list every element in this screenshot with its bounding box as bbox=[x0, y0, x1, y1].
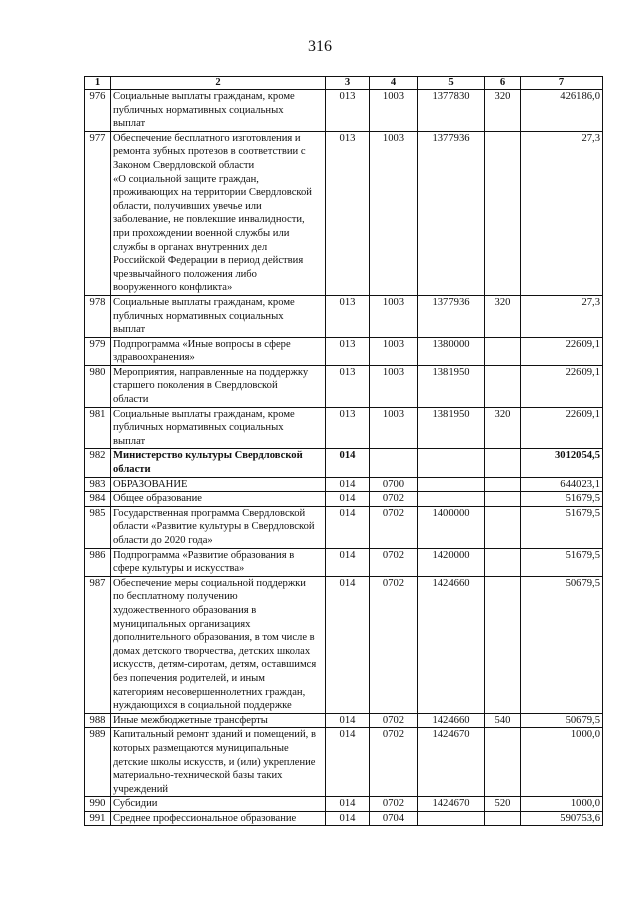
row-number: 991 bbox=[85, 811, 111, 826]
table-row bbox=[85, 131, 603, 295]
row-number: 981 bbox=[85, 407, 111, 449]
row-description: Мероприятия, направленные на поддержку старшего поколения в Свердловской области bbox=[111, 365, 326, 407]
row-description: Среднее профессиональное образование bbox=[111, 811, 326, 826]
header-col-7: 7 bbox=[521, 77, 603, 90]
table-row bbox=[85, 548, 603, 576]
row-code-5 bbox=[418, 492, 485, 507]
row-code-3: 014 bbox=[326, 492, 370, 507]
row-code-5: 1424660 bbox=[418, 713, 485, 728]
row-code-3: 014 bbox=[326, 797, 370, 812]
row-code-4: 0702 bbox=[370, 728, 418, 797]
row-number: 986 bbox=[85, 548, 111, 576]
row-amount: 27,3 bbox=[521, 131, 603, 295]
row-amount: 50679,5 bbox=[521, 713, 603, 728]
row-code-3: 014 bbox=[326, 449, 370, 477]
row-amount: 426186,0 bbox=[521, 90, 603, 132]
row-code-6: 320 bbox=[485, 407, 521, 449]
row-code-5: 1400000 bbox=[418, 506, 485, 548]
row-code-6 bbox=[485, 548, 521, 576]
table-row bbox=[85, 449, 603, 477]
table-row bbox=[85, 337, 603, 365]
row-description: Социальные выплаты гражданам, кроме публичных нормативных социальных выплат bbox=[111, 90, 326, 132]
row-code-3: 014 bbox=[326, 811, 370, 826]
row-code-5: 1380000 bbox=[418, 337, 485, 365]
row-code-4: 0702 bbox=[370, 492, 418, 507]
row-code-6 bbox=[485, 576, 521, 713]
row-code-6 bbox=[485, 365, 521, 407]
row-code-3: 013 bbox=[326, 337, 370, 365]
row-description: Социальные выплаты гражданам, кроме публичных нормативных социальных выплат bbox=[111, 295, 326, 337]
row-amount: 22609,1 bbox=[521, 337, 603, 365]
row-code-4: 1003 bbox=[370, 365, 418, 407]
table-row bbox=[85, 365, 603, 407]
header-col-5: 5 bbox=[418, 77, 485, 90]
row-code-6 bbox=[485, 449, 521, 477]
row-number: 984 bbox=[85, 492, 111, 507]
row-description: Иные межбюджетные трансферты bbox=[111, 713, 326, 728]
row-code-6 bbox=[485, 506, 521, 548]
row-code-6: 540 bbox=[485, 713, 521, 728]
row-number: 980 bbox=[85, 365, 111, 407]
row-description: ОБРАЗОВАНИЕ bbox=[111, 477, 326, 492]
row-code-6 bbox=[485, 477, 521, 492]
row-amount: 1000,0 bbox=[521, 728, 603, 797]
row-code-3: 014 bbox=[326, 713, 370, 728]
row-code-3: 013 bbox=[326, 407, 370, 449]
header-col-1: 1 bbox=[85, 77, 111, 90]
header-col-4: 4 bbox=[370, 77, 418, 90]
row-code-5 bbox=[418, 477, 485, 492]
row-amount: 1000,0 bbox=[521, 797, 603, 812]
row-code-5: 1381950 bbox=[418, 407, 485, 449]
header-col-6: 6 bbox=[485, 77, 521, 90]
row-description: Социальные выплаты гражданам, кроме публичных нормативных социальных выплат bbox=[111, 407, 326, 449]
row-amount: 644023,1 bbox=[521, 477, 603, 492]
table-row bbox=[85, 811, 603, 826]
row-code-5: 1377830 bbox=[418, 90, 485, 132]
row-code-3: 014 bbox=[326, 548, 370, 576]
row-code-6 bbox=[485, 811, 521, 826]
header-col-2: 2 bbox=[111, 77, 326, 90]
table-row bbox=[85, 713, 603, 728]
row-amount: 590753,6 bbox=[521, 811, 603, 826]
table-row bbox=[85, 407, 603, 449]
table-row bbox=[85, 492, 603, 507]
row-description: Государственная программа Свердловской области «Развитие культуры в Свердловской области до 2020 года» bbox=[111, 506, 326, 548]
row-amount: 27,3 bbox=[521, 295, 603, 337]
row-amount: 22609,1 bbox=[521, 407, 603, 449]
row-number: 978 bbox=[85, 295, 111, 337]
row-amount: 50679,5 bbox=[521, 576, 603, 713]
row-amount: 22609,1 bbox=[521, 365, 603, 407]
row-code-4: 0702 bbox=[370, 797, 418, 812]
row-code-5: 1381950 bbox=[418, 365, 485, 407]
row-code-4: 0702 bbox=[370, 506, 418, 548]
row-code-5 bbox=[418, 449, 485, 477]
table-row bbox=[85, 295, 603, 337]
row-code-3: 013 bbox=[326, 365, 370, 407]
row-number: 989 bbox=[85, 728, 111, 797]
row-amount: 3012054,5 bbox=[521, 449, 603, 477]
row-number: 982 bbox=[85, 449, 111, 477]
row-amount: 51679,5 bbox=[521, 506, 603, 548]
row-code-4: 1003 bbox=[370, 407, 418, 449]
row-code-3: 013 bbox=[326, 131, 370, 295]
row-code-5: 1424660 bbox=[418, 576, 485, 713]
table-row bbox=[85, 576, 603, 713]
row-description: Общее образование bbox=[111, 492, 326, 507]
row-code-4: 0704 bbox=[370, 811, 418, 826]
row-number: 988 bbox=[85, 713, 111, 728]
row-code-4: 0700 bbox=[370, 477, 418, 492]
table-row bbox=[85, 506, 603, 548]
row-code-6: 320 bbox=[485, 90, 521, 132]
row-code-4: 0702 bbox=[370, 713, 418, 728]
row-code-6 bbox=[485, 728, 521, 797]
row-code-4: 1003 bbox=[370, 90, 418, 132]
row-amount: 51679,5 bbox=[521, 492, 603, 507]
row-description: Обеспечение бесплатного изготовления и ремонта зубных протезов в соответствии с Законом Свердловской области «О социальной защите граждан, проживающих на территории Свердловской области, получивших увечье или заболевание, не повлекшие инвалидности, при прохождении военной службы или службы в органах внутренних дел Российской Федерации в период действия чрезвычайного положения либо вооруженного конфликта» bbox=[111, 131, 326, 295]
table-row bbox=[85, 797, 603, 812]
row-description: Подпрограмма «Иные вопросы в сфере здравоохранения» bbox=[111, 337, 326, 365]
row-code-5: 1377936 bbox=[418, 131, 485, 295]
row-code-5: 1424670 bbox=[418, 797, 485, 812]
table-row bbox=[85, 728, 603, 797]
row-description: Обеспечение меры социальной поддержки по бесплатному получению художественного образования в муниципальных организациях дополнительного образования, в том числе в домах детского творчества, детских школах искусств, детям-сиротам, детям, оставшимся без попечения родителей, и иным категориям несовершеннолетних граждан, нуждающихся в социальной поддержке bbox=[111, 576, 326, 713]
row-code-6 bbox=[485, 337, 521, 365]
header-col-3: 3 bbox=[326, 77, 370, 90]
table-header-row bbox=[85, 77, 603, 90]
row-code-4: 1003 bbox=[370, 131, 418, 295]
row-description: Субсидии bbox=[111, 797, 326, 812]
row-number: 979 bbox=[85, 337, 111, 365]
row-code-4: 0702 bbox=[370, 576, 418, 713]
row-code-6 bbox=[485, 131, 521, 295]
table-row bbox=[85, 477, 603, 492]
row-number: 976 bbox=[85, 90, 111, 132]
row-description: Министерство культуры Свердловской области bbox=[111, 449, 326, 477]
row-code-4: 1003 bbox=[370, 295, 418, 337]
row-code-5 bbox=[418, 811, 485, 826]
row-code-3: 014 bbox=[326, 728, 370, 797]
row-number: 985 bbox=[85, 506, 111, 548]
row-code-5: 1420000 bbox=[418, 548, 485, 576]
row-number: 990 bbox=[85, 797, 111, 812]
row-code-3: 013 bbox=[326, 90, 370, 132]
row-code-3: 014 bbox=[326, 477, 370, 492]
page-number: 316 bbox=[308, 38, 332, 55]
row-code-6 bbox=[485, 492, 521, 507]
row-code-4: 0702 bbox=[370, 548, 418, 576]
row-number: 983 bbox=[85, 477, 111, 492]
budget-table bbox=[84, 76, 603, 826]
row-code-4: 1003 bbox=[370, 337, 418, 365]
row-number: 987 bbox=[85, 576, 111, 713]
row-code-5: 1424670 bbox=[418, 728, 485, 797]
row-code-5: 1377936 bbox=[418, 295, 485, 337]
table-row bbox=[85, 90, 603, 132]
row-code-6: 320 bbox=[485, 295, 521, 337]
row-code-4 bbox=[370, 449, 418, 477]
row-code-6: 520 bbox=[485, 797, 521, 812]
row-code-3: 013 bbox=[326, 295, 370, 337]
row-number: 977 bbox=[85, 131, 111, 295]
row-amount: 51679,5 bbox=[521, 548, 603, 576]
row-code-3: 014 bbox=[326, 576, 370, 713]
row-code-3: 014 bbox=[326, 506, 370, 548]
row-description: Подпрограмма «Развитие образования в сфере культуры и искусства» bbox=[111, 548, 326, 576]
row-description: Капитальный ремонт зданий и помещений, в которых размещаются муниципальные детские школы искусств, и (или) укрепление материально-технической базы таких учреждений bbox=[111, 728, 326, 797]
